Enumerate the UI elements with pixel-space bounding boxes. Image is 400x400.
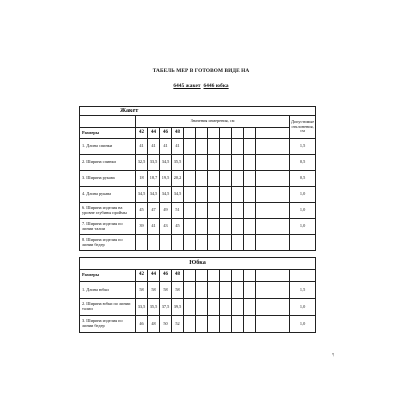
jacket-section-title: Жакет bbox=[80, 107, 316, 116]
cell-value: 37,5 bbox=[160, 299, 172, 316]
cell-value: 34,5 bbox=[172, 187, 184, 203]
row-label: 6. Ширина изделия на уровне глубины проймы bbox=[80, 203, 136, 219]
cell-value: 18,7 bbox=[148, 171, 160, 187]
cell-value: 39 bbox=[136, 219, 148, 235]
cell-value: 34,5 bbox=[148, 187, 160, 203]
cell-value: 35,5 bbox=[172, 155, 184, 171]
cell-value: 41 bbox=[160, 139, 172, 155]
cell-value: 33,5 bbox=[136, 299, 148, 316]
cell-value: 32,5 bbox=[136, 155, 148, 171]
skirt-sizes-label: Размеры bbox=[80, 270, 136, 282]
cell-value: 45 bbox=[172, 219, 184, 235]
cell-tolerance: 1,0 bbox=[290, 203, 316, 219]
table-row bbox=[80, 219, 316, 235]
jacket-size: 44 bbox=[148, 128, 160, 139]
row-label: 3. Ширина изделия по линии бедер bbox=[80, 316, 136, 333]
document-page bbox=[70, 20, 332, 390]
cell-value: 39,5 bbox=[172, 299, 184, 316]
row-label: 1. Длина юбки bbox=[80, 282, 136, 299]
cell-tolerance: 1,5 bbox=[290, 282, 316, 299]
skirt-measurements-table bbox=[79, 257, 316, 333]
table-row bbox=[80, 299, 316, 316]
cell-value: 51 bbox=[172, 203, 184, 219]
table-row bbox=[80, 282, 316, 299]
subtitle-jacket: 6445 жакет bbox=[173, 83, 201, 89]
cell-value: 58 bbox=[160, 282, 172, 299]
cell-value: 41 bbox=[172, 139, 184, 155]
skirt-size: 48 bbox=[172, 270, 184, 282]
cell-value: 19,5 bbox=[160, 171, 172, 187]
paragraph-mark: ¶ bbox=[332, 352, 334, 357]
cell-value: 47 bbox=[148, 203, 160, 219]
jacket-tolerance-header: Допустимые отклонения, см bbox=[290, 116, 316, 139]
cell-value: 43 bbox=[160, 219, 172, 235]
cell-value: 33,5 bbox=[148, 155, 160, 171]
cell-value: 34,5 bbox=[136, 187, 148, 203]
cell-value: 58 bbox=[148, 282, 160, 299]
cell-value: 46 bbox=[136, 316, 148, 333]
skirt-size: 46 bbox=[160, 270, 172, 282]
cell-value: 41 bbox=[136, 139, 148, 155]
subtitle-skirt: 6446 юбка bbox=[203, 83, 229, 89]
cell-value: 41 bbox=[148, 139, 160, 155]
table-row bbox=[80, 235, 316, 251]
cell-tolerance: 0,5 bbox=[290, 171, 316, 187]
cell-value: 48 bbox=[148, 316, 160, 333]
table-row bbox=[80, 139, 316, 155]
cell-value: 49 bbox=[160, 203, 172, 219]
table-row bbox=[80, 155, 316, 171]
cell-tolerance: 1,0 bbox=[290, 187, 316, 203]
row-label: 4. Длина рукава bbox=[80, 187, 136, 203]
cell-value: 35,5 bbox=[148, 299, 160, 316]
cell-tolerance: 0,5 bbox=[290, 155, 316, 171]
table-row bbox=[80, 316, 316, 333]
cell-tolerance: 1,0 bbox=[290, 299, 316, 316]
cell-value: 34,5 bbox=[160, 187, 172, 203]
row-label: 3. Ширина рукава bbox=[80, 171, 136, 187]
cell-value: 20,2 bbox=[172, 171, 184, 187]
cell-value: 41 bbox=[148, 219, 160, 235]
row-label: 2. Ширина спинки bbox=[80, 155, 136, 171]
skirt-size: 42 bbox=[136, 270, 148, 282]
row-label: 7. Ширина изделия по линии талии bbox=[80, 219, 136, 235]
cell-value: 34,5 bbox=[160, 155, 172, 171]
table-row bbox=[80, 171, 316, 187]
table-row bbox=[80, 187, 316, 203]
jacket-size: 42 bbox=[136, 128, 148, 139]
row-label: 1. Длина спинки bbox=[80, 139, 136, 155]
jacket-sizes-label: Размеры bbox=[80, 128, 136, 139]
cell-value: 45 bbox=[136, 203, 148, 219]
cell-tolerance: 1,0 bbox=[290, 219, 316, 235]
jacket-size: 48 bbox=[172, 128, 184, 139]
cell-value: 58 bbox=[172, 282, 184, 299]
jacket-measure-header: Значения измерения, см bbox=[136, 116, 290, 128]
skirt-size: 44 bbox=[148, 270, 160, 282]
cell-value: 58 bbox=[136, 282, 148, 299]
jacket-measurements-table bbox=[79, 106, 316, 251]
jacket-size: 46 bbox=[160, 128, 172, 139]
cell-value: 50 bbox=[160, 316, 172, 333]
skirt-section-title: Юбка bbox=[80, 258, 316, 270]
row-label: 8. Ширина изделия по линии бедер bbox=[80, 235, 136, 251]
jacket-empty-corner bbox=[80, 116, 136, 128]
cell-tolerance: 1,0 bbox=[290, 316, 316, 333]
cell-value: 52 bbox=[172, 316, 184, 333]
cell-tolerance: 1,5 bbox=[290, 139, 316, 155]
row-label: 2. Ширина юбки по линии талии bbox=[80, 299, 136, 316]
document-subtitle bbox=[70, 83, 332, 89]
table-row bbox=[80, 203, 316, 219]
cell-value: 18 bbox=[136, 171, 148, 187]
document-title: ТАБЕЛЬ МЕР В ГОТОВОМ ВИДЕ НА bbox=[152, 68, 250, 74]
